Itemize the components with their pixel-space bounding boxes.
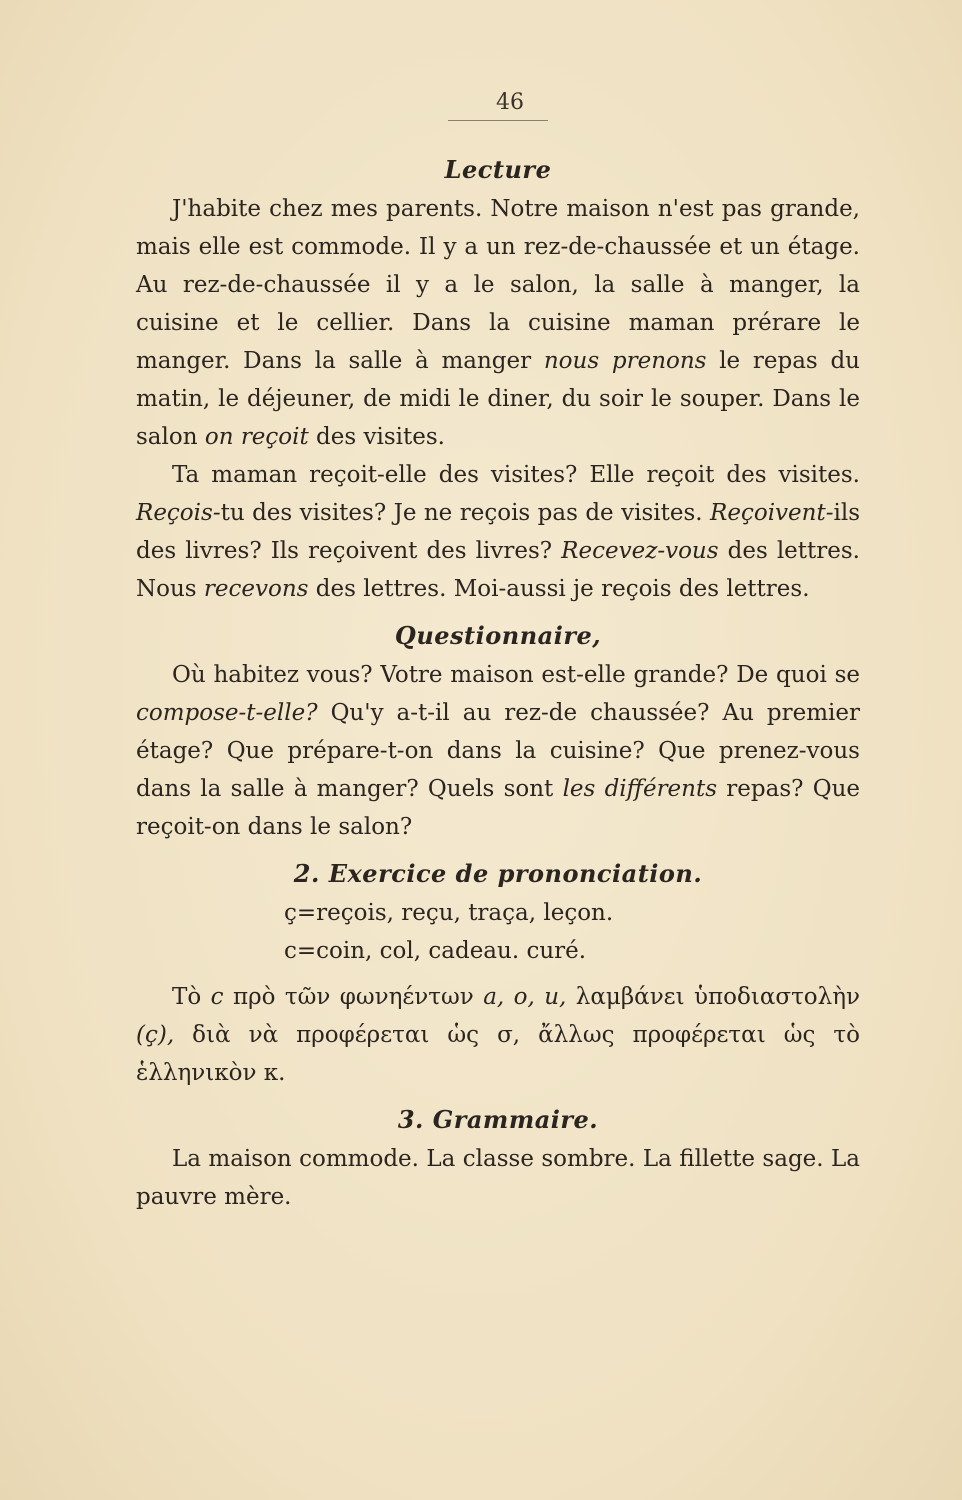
grammaire-paragraph: La maison commode. La classe sombre. La fillette sage. La pauvre mère. <box>136 1146 860 1210</box>
exercice-line-cedilla: ç=reçois, reçu, traça, leçon. <box>284 900 614 926</box>
lecture-p2-emphasis-4: recevons <box>203 576 309 602</box>
greek-text-1: Τὸ <box>172 984 211 1010</box>
questionnaire-text-2: Qu'y a-t-il au rez-de chaussée? Au premier étage? Que prépare-t-on dans la cuisine? Que prenez-vous dans la salle à manger? Quels sont <box>136 700 860 802</box>
lecture-p2-text-1: Ta maman reçoit-elle des visites? Elle reçoit des visites. <box>172 462 860 488</box>
grammaire-heading: 3. Grammaire. <box>397 1105 599 1134</box>
lecture-p2-emphasis-3: Recevez-vous <box>561 538 719 564</box>
lecture-p2-text-2: tu des visites? Je ne reçois pas de visites. <box>220 500 711 526</box>
lecture-p1-text-2: le repas du matin, le déjeuner, de midi le diner, du soir le souper. Dans le salon <box>136 348 860 450</box>
lecture-p1-emphasis-1: nous prenons <box>543 348 707 374</box>
lecture-p2-emphasis-1: Reçois- <box>136 500 221 526</box>
lecture-p2-text-3: ils des livres? Ils reçoivent des livres? <box>136 500 860 564</box>
greek-text-3: λαμβάνει ὑποδιαστολὴν <box>566 984 860 1010</box>
page-content <box>136 150 860 1216</box>
lecture-paragraph-1 <box>136 190 860 456</box>
questionnaire-heading: Questionnaire, <box>394 621 602 650</box>
questionnaire-paragraph <box>136 656 860 846</box>
greek-text-2: πρὸ τῶν φωνηέντων <box>223 984 484 1010</box>
questionnaire-emphasis-2: les différents <box>562 776 718 802</box>
lecture-p1-text-3: des visites. <box>308 424 445 450</box>
lecture-p1-emphasis-2: on reçoit <box>204 424 309 450</box>
greek-emphasis-2: a, o, u, <box>483 984 567 1010</box>
page-number: 46 <box>496 90 524 115</box>
page-number-rule <box>448 120 548 121</box>
greek-emphasis-3: (ç), <box>136 1022 175 1048</box>
questionnaire-text-1: Où habitez vous? Votre maison est-elle grande? De quoi se <box>172 662 860 688</box>
lecture-p2-text-4: des lettres. Nous <box>136 538 860 602</box>
lecture-p1-text-1: J'habite chez mes parents. Notre maison n'est pas grande, mais elle est commode. Il y a un rez-de-chaussée et un étage. Au rez-de-chaussée il y a le salon, la salle à manger, la cuisine et le cellier. Dans la cuisine maman prérare le manger. Dans la salle à manger <box>136 196 860 374</box>
exercice-greek-paragraph <box>136 978 860 1092</box>
exercice-heading: 2. Exercice de prononciation. <box>293 859 703 888</box>
lecture-heading: Lecture <box>444 155 552 184</box>
greek-text-4: διὰ νὰ προφέρεται ὡς σ, ἄλλως προφέρεται ὡς τὸ ἑλληνικὸν κ. <box>136 1022 860 1086</box>
questionnaire-text-3: repas? Que reçoit-on dans le salon? <box>136 776 860 840</box>
lecture-p2-emphasis-2: Reçoivent- <box>710 500 834 526</box>
questionnaire-emphasis-1: compose-t-elle? <box>136 700 318 726</box>
greek-emphasis-1: c <box>210 984 224 1010</box>
exercice-line-c: c=coin, col, cadeau. curé. <box>284 938 587 964</box>
lecture-p2-text-5: des lettres. Moi-aussi je reçois des lettres. <box>308 576 810 602</box>
lecture-paragraph-2 <box>136 456 860 608</box>
